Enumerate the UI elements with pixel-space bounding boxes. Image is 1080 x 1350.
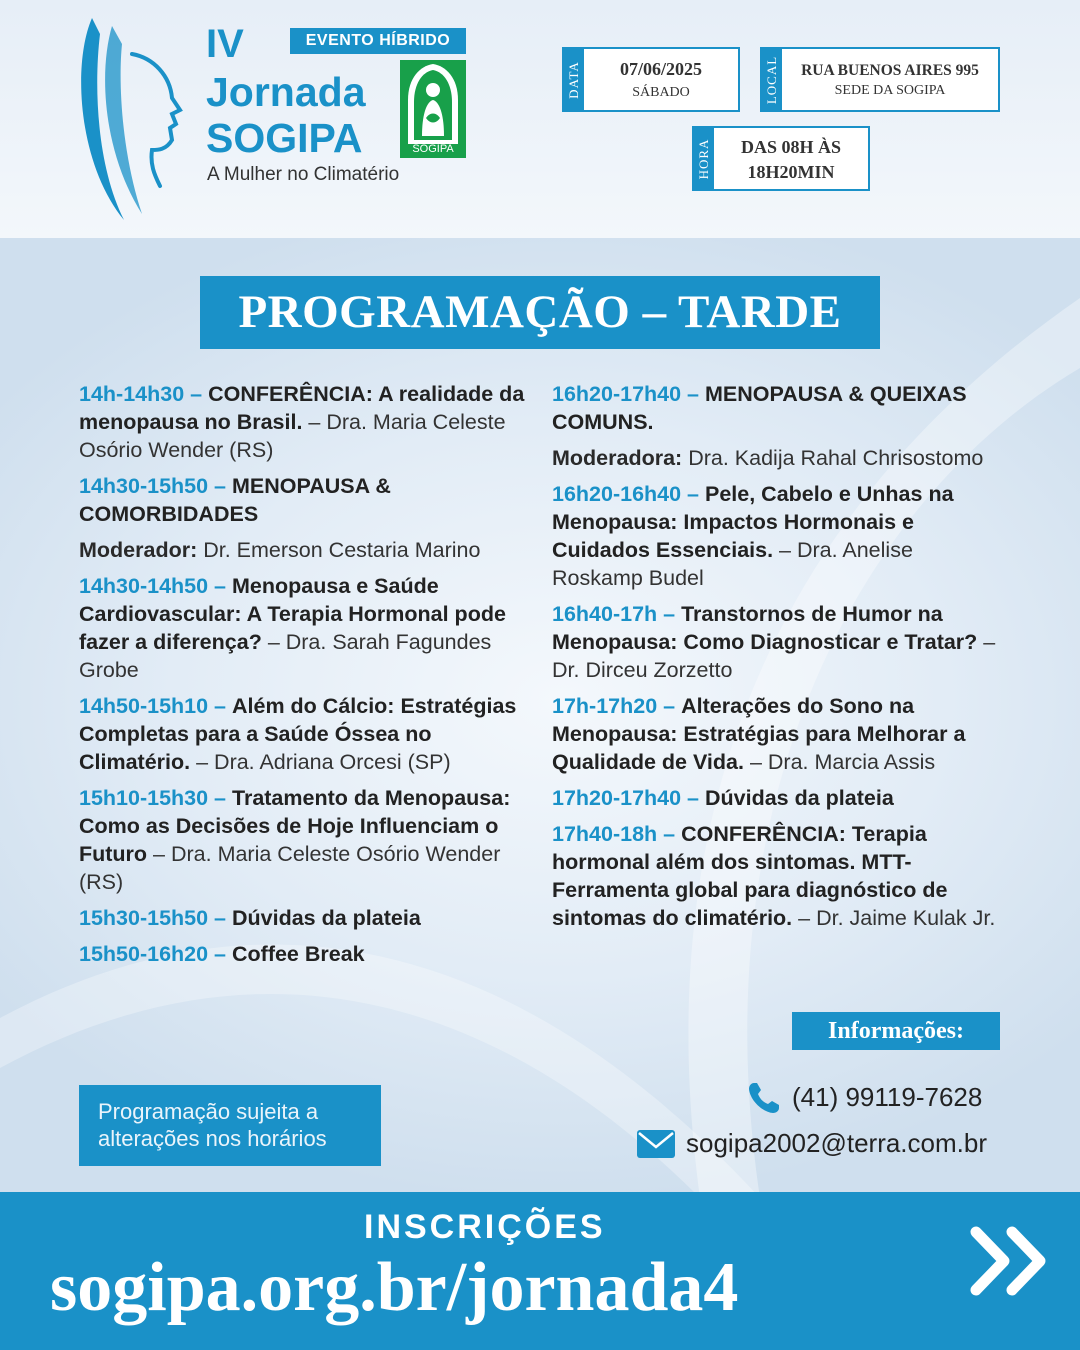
woman-profile-icon [72,14,192,224]
program-moderator [552,444,997,472]
session-time: 14h30-14h50 – [79,574,227,598]
program-item [79,904,534,932]
session-time: 14h30-15h50 – [79,474,227,498]
event-weekday: SÁBADO [632,85,690,100]
session-title: CONFERÊNCIA: A realidade da menopausa no Brasil. [79,382,525,434]
program-item [552,692,997,776]
location-tag: LOCAL [762,49,782,110]
session-speaker: – Dr. Jaime Kulak Jr. [798,906,996,930]
session-speaker: – Dra. Maria Celeste Osório Wender (RS) [79,410,506,462]
edition-number: IV [206,22,244,66]
moderator-label: Moderadora: [552,446,683,470]
envelope-icon [636,1128,676,1160]
session-time: 17h40-18h – [552,822,676,846]
double-chevron-right-icon [970,1226,1054,1296]
program-column-left [79,380,534,976]
program-item [552,480,997,592]
session-speaker: – Dra. Adriana Orcesi (SP) [196,750,451,774]
session-time: 17h-17h20 – [552,694,676,718]
schedule-notice [79,1085,381,1166]
moderator-label: Moderador: [79,538,198,562]
program-item [552,600,997,684]
program-item [79,472,534,528]
session-time: 17h20-17h40 – [552,786,700,810]
program-title: PROGRAMAÇÃO – TARDE [200,276,880,349]
program-item [552,820,997,932]
session-title: Tratamento da Menopausa: Como as Decisões de Hoje Influenciam o Futuro [79,786,511,866]
session-title: Dúvidas da plateia [232,906,421,930]
session-title: Alterações do Sono na Menopausa: Estratégias para Melhorar a Qualidade de Vida. [552,694,966,774]
session-speaker: – Dr. Dirceu Zorzetto [552,630,996,682]
session-title: Transtornos de Humor na Menopausa: Como Diagnosticar e Tratar? [552,602,978,654]
event-time-start: DAS 08H ÀS [740,137,842,157]
program-item [79,940,534,968]
event-name-line1: Jornada [206,69,366,115]
session-time: 15h50-16h20 – [79,942,227,966]
date-box [562,47,740,112]
session-time: 14h50-15h10 – [79,694,227,718]
contact-phone[interactable]: (41) 99119-7628 [792,1082,983,1112]
session-title: Pele, Cabelo e Unhas na Menopausa: Impactos Hormonais e Cuidados Essenciais. [552,482,954,562]
moderator-name: Dra. Kadija Rahal Chrisostomo [688,446,984,470]
session-speaker: – Dra. Sarah Fagundes Grobe [79,630,492,682]
event-date: 07/06/2025 [619,59,702,79]
event-time-end: 18H20MIN [747,162,835,182]
session-speaker: – Dra. Anelise Roskamp Budel [552,538,913,590]
session-title: CONFERÊNCIA: Terapia hormonal além dos sintomas. MTT-Ferramenta global para diagnóstico de sintomas do climatério. [552,822,948,930]
session-title: Menopausa e Saúde Cardiovascular: A Terapia Hormonal pode fazer a diferença? [79,574,506,654]
program-moderator [79,536,534,564]
session-title: MENOPAUSA & COMORBIDADES [79,474,391,526]
program-column-right [552,380,997,940]
session-time: 14h-14h30 – [79,382,203,406]
time-box [692,126,870,191]
event-type-badge: EVENTO HÍBRIDO [290,28,466,54]
session-title: Dúvidas da plateia [705,786,894,810]
session-time: 15h30-15h50 – [79,906,227,930]
notice-line2: alterações nos horários [98,1126,327,1151]
date-tag: DATA [564,49,584,110]
program-item [552,784,997,812]
program-item [79,380,534,464]
session-time: 16h40-17h – [552,602,676,626]
session-title: Coffee Break [232,942,365,966]
phone-icon [746,1080,782,1116]
event-subtitle: A Mulher no Climatério [207,164,400,185]
event-venue: SEDE DA SOGIPA [834,83,946,98]
program-item [79,692,534,776]
time-tag: HORA [694,128,714,189]
registration-url[interactable]: sogipa.org.br/jornada4 [50,1249,739,1326]
session-time: 16h20-16h40 – [552,482,700,506]
program-item [79,784,534,896]
notice-line1: Programação sujeita a [98,1099,319,1124]
event-name-line2: SOGIPA [206,115,363,161]
session-time: 15h10-15h30 – [79,786,227,810]
program-item [552,380,997,436]
moderator-name: Dr. Emerson Cestaria Marino [203,538,481,562]
program-item [79,572,534,684]
registration-label: INSCRIÇÕES [364,1208,606,1246]
session-title: Além do Cálcio: Estratégias Completas para a Saúde Óssea no Climatério. [79,694,517,774]
logo-text: SOGIPA [412,143,454,155]
session-time: 16h20-17h40 – [552,382,700,406]
session-speaker: – Dra. Marcia Assis [749,750,936,774]
contact-heading: Informações: [792,1012,1000,1050]
session-speaker: – Dra. Maria Celeste Osório Wender (RS) [79,842,501,894]
contact-email[interactable]: sogipa2002@terra.com.br [686,1128,987,1158]
sogipa-logo [400,60,466,158]
event-address: RUA BUENOS AIRES 995 [801,62,979,79]
location-box [760,47,1000,112]
session-title: MENOPAUSA & QUEIXAS COMUNS. [552,382,967,434]
